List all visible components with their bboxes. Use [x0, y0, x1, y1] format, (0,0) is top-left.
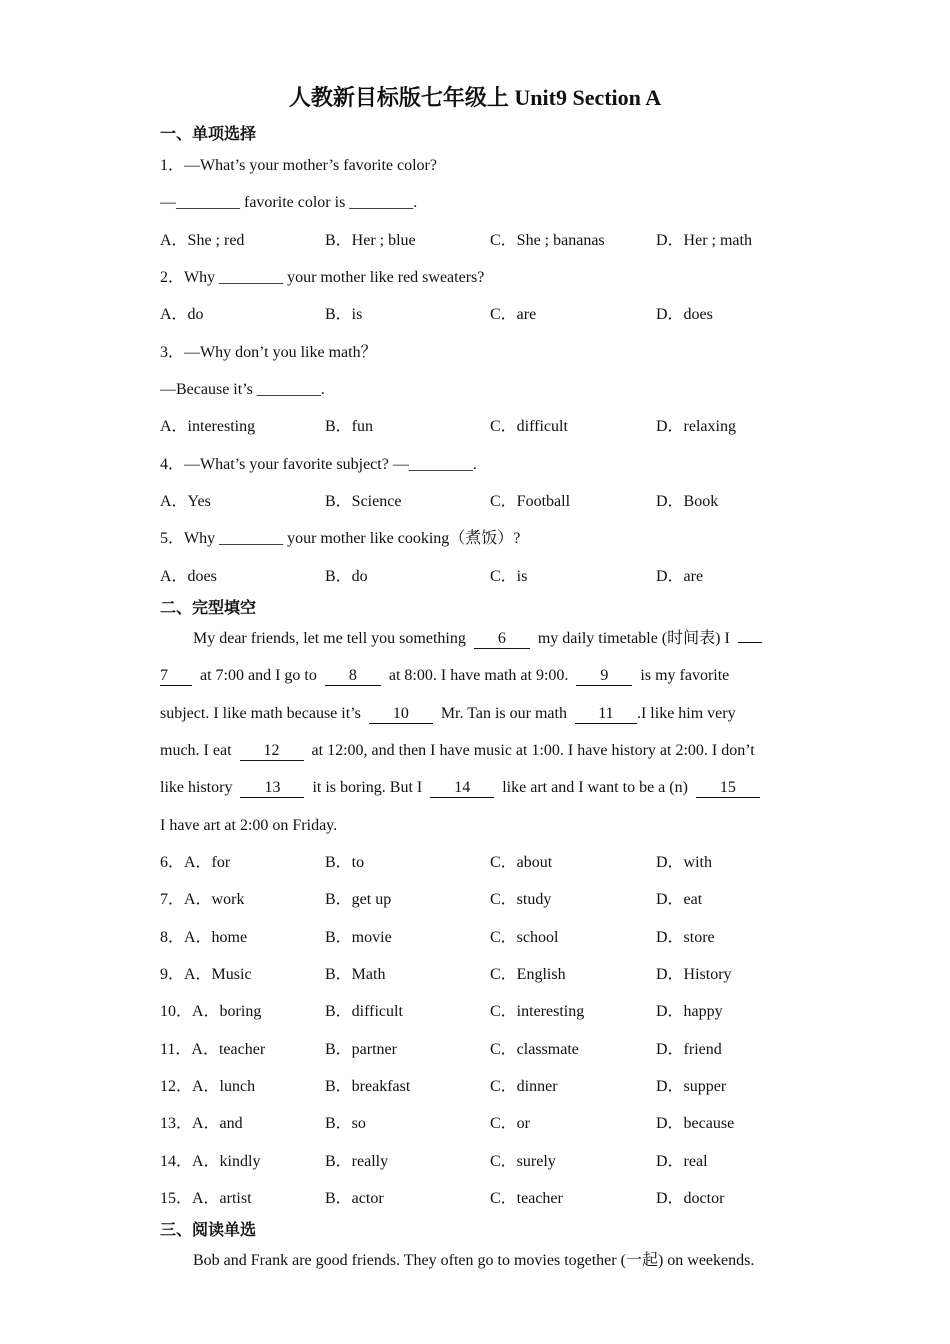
cloze-q11-option-b: B．partner	[325, 1041, 397, 1058]
question-2-stem: 2．Why ________ your mother like red sweaters?	[160, 269, 485, 286]
cloze-text: Mr. Tan is our math	[440, 705, 567, 722]
cloze-q15-option-d: D．doctor	[656, 1190, 725, 1207]
cloze-text: is my favorite	[640, 667, 730, 684]
question-3-option-c: C．difficult	[490, 418, 568, 435]
cloze-q7-option-c: C．study	[490, 891, 552, 908]
cloze-text: at 12:00, and then I have music at 1:00. I have history at 2:00. I don’t	[311, 742, 755, 759]
question-3-line2: —Because it’s ________.	[160, 381, 325, 398]
cloze-text: like history	[160, 779, 233, 796]
cloze-line-2	[160, 665, 729, 687]
cloze-blank-9: 9	[576, 667, 632, 686]
cloze-q9-option-b: B．Math	[325, 966, 386, 983]
cloze-q12-option-b: B．breakfast	[325, 1078, 411, 1095]
cloze-q11-option-a: 11．A．teacher	[160, 1041, 266, 1058]
question-3-stem: 3．—Why don’t you like math？	[160, 344, 377, 361]
cloze-text: at 8:00. I have math at 9:00.	[388, 667, 569, 684]
cloze-line-5	[160, 777, 764, 799]
cloze-blank-8: 8	[325, 667, 381, 686]
cloze-q8-option-a: 8．A．home	[160, 929, 248, 946]
question-2-option-d: D．does	[656, 306, 713, 323]
cloze-text: my daily timetable (时间表) I	[537, 630, 730, 647]
cloze-q12-option-a: 12．A．lunch	[160, 1078, 256, 1095]
cloze-q13-option-b: B．so	[325, 1115, 366, 1132]
cloze-q7-option-d: D．eat	[656, 891, 703, 908]
cloze-q9-option-d: D．History	[656, 966, 732, 983]
cloze-q15-option-c: C．teacher	[490, 1190, 563, 1207]
question-4-option-b: B．Science	[325, 493, 402, 510]
question-4-option-c: C．Football	[490, 493, 571, 510]
cloze-blank-15: 15	[696, 779, 760, 798]
cloze-q13-option-a: 13．A．and	[160, 1115, 243, 1132]
question-5-option-a: A．does	[160, 568, 217, 585]
section-heading-reading: 三、阅读单选	[160, 1220, 257, 1239]
cloze-blank-14: 14	[430, 779, 494, 798]
question-2-option-c: C．are	[490, 306, 537, 323]
cloze-line-6: I have art at 2:00 on Friday.	[160, 817, 338, 834]
cloze-q11-option-d: D．friend	[656, 1041, 722, 1058]
question-1-stem: 1．—What’s your mother’s favorite color?	[160, 157, 437, 174]
cloze-text: subject. I like math because it’s	[160, 705, 361, 722]
question-4-stem: 4．—What’s your favorite subject? —________.	[160, 456, 477, 473]
cloze-q7-option-a: 7．A．work	[160, 891, 245, 908]
cloze-q15-option-b: B．actor	[325, 1190, 384, 1207]
question-5-stem: 5．Why ________ your mother like cooking（煮饭）?	[160, 530, 521, 547]
question-2-option-b: B．is	[325, 306, 363, 323]
question-1-option-b: B．Her ; blue	[325, 232, 416, 249]
section-heading-cloze: 二、完型填空	[160, 598, 257, 617]
question-3-option-a: A．interesting	[160, 418, 256, 435]
cloze-text: it is boring. But I	[312, 779, 423, 796]
cloze-q10-option-c: C．interesting	[490, 1003, 585, 1020]
cloze-q10-option-b: B．difficult	[325, 1003, 403, 1020]
cloze-line-1	[193, 628, 766, 650]
cloze-q15-option-a: 15．A．artist	[160, 1190, 252, 1207]
question-1-option-d: D．Her ; math	[656, 232, 752, 249]
question-5-option-b: B．do	[325, 568, 368, 585]
cloze-blank-7-start	[738, 642, 762, 643]
cloze-text: much. I eat	[160, 742, 232, 759]
cloze-line-3	[160, 703, 736, 725]
cloze-q14-option-c: C．surely	[490, 1153, 556, 1170]
cloze-q14-option-a: 14．A．kindly	[160, 1153, 261, 1170]
question-4-option-a: A．Yes	[160, 493, 211, 510]
question-4-option-d: D．Book	[656, 493, 719, 510]
cloze-q14-option-d: D．real	[656, 1153, 708, 1170]
cloze-text: at 7:00 and I go to	[200, 667, 317, 684]
question-1-line2: —________ favorite color is ________.	[160, 194, 418, 211]
cloze-q7-option-b: B．get up	[325, 891, 392, 908]
cloze-text: My dear friends, let me tell you something	[193, 630, 466, 647]
question-1-option-a: A．She ; red	[160, 232, 245, 249]
cloze-blank-12: 12	[240, 742, 304, 761]
cloze-q6-option-a: 6．A．for	[160, 854, 231, 871]
cloze-q10-option-a: 10．A．boring	[160, 1003, 262, 1020]
cloze-q13-option-d: D．because	[656, 1115, 735, 1132]
cloze-blank-11: 11	[575, 705, 637, 724]
cloze-line-4	[160, 740, 755, 762]
cloze-q13-option-c: C．or	[490, 1115, 531, 1132]
question-3-option-b: B．fun	[325, 418, 374, 435]
cloze-q10-option-d: D．happy	[656, 1003, 723, 1020]
question-2-option-a: A．do	[160, 306, 204, 323]
cloze-text: like art and I want to be a (n)	[502, 779, 688, 796]
cloze-q12-option-c: C．dinner	[490, 1078, 558, 1095]
cloze-q9-option-a: 9．A．Music	[160, 966, 252, 983]
cloze-blank-6: 6	[474, 630, 530, 649]
reading-paragraph-1: Bob and Frank are good friends. They often go to movies together (一起) on weekends.	[193, 1252, 755, 1269]
cloze-text: .I like him very	[636, 705, 736, 722]
cloze-q6-option-b: B．to	[325, 854, 365, 871]
cloze-q9-option-c: C．English	[490, 966, 566, 983]
cloze-q8-option-d: D．store	[656, 929, 715, 946]
question-1-option-c: C．She ; bananas	[490, 232, 605, 249]
question-5-option-d: D．are	[656, 568, 704, 585]
cloze-q8-option-b: B．movie	[325, 929, 392, 946]
cloze-q12-option-d: D．supper	[656, 1078, 727, 1095]
question-5-option-c: C．is	[490, 568, 528, 585]
cloze-blank-7: 7	[160, 667, 192, 686]
cloze-blank-13: 13	[240, 779, 304, 798]
cloze-q6-option-c: C．about	[490, 854, 553, 871]
cloze-q11-option-c: C．classmate	[490, 1041, 579, 1058]
cloze-blank-10: 10	[369, 705, 433, 724]
cloze-q8-option-c: C．school	[490, 929, 559, 946]
question-3-option-d: D．relaxing	[656, 418, 736, 435]
cloze-q14-option-b: B．really	[325, 1153, 389, 1170]
page-title: 人教新目标版七年级上 Unit9 Section A	[288, 85, 662, 110]
cloze-q6-option-d: D．with	[656, 854, 713, 871]
section-heading-single-choice: 一、单项选择	[160, 124, 257, 143]
